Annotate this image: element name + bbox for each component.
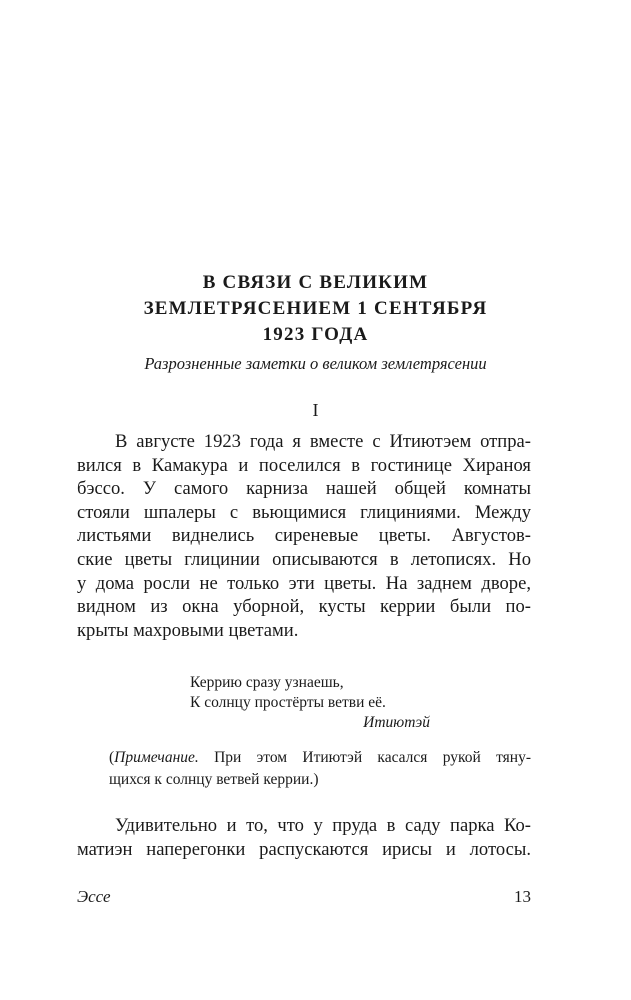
text-line: крыты махровыми цветами. — [77, 619, 299, 641]
title-line: ЗЕМЛЕТРЯСЕНИЕМ 1 СЕНТЯБРЯ — [143, 298, 488, 319]
note-line: щихся к солнцу ветвей керрии.) — [109, 771, 319, 788]
paragraph — [77, 814, 531, 861]
paragraph — [77, 430, 531, 642]
text-line: стояли шпалеры с вьющимися глициниями. Между — [77, 501, 531, 523]
poem-line: К солнцу простёрты ветви её. — [190, 694, 386, 711]
section-number: I — [312, 400, 319, 420]
text-line: бэссо. У самого карниза нашей общей комнаты — [77, 478, 531, 500]
essay-title — [0, 270, 631, 348]
note-label: Примечание. — [114, 749, 199, 766]
text-line: видном из окна уборной, кусты керрии были по- — [77, 596, 531, 618]
running-footer-section: Эссе — [77, 887, 111, 906]
note-text: При этом Итиютэй касался рукой тяну- — [198, 749, 531, 766]
page-number: 13 — [514, 887, 531, 906]
text-line: листьями виднелись сиреневые цветы. Августов- — [77, 525, 531, 547]
text-line: у дома росли не только эти цветы. На заднем дворе, — [77, 572, 531, 594]
text-line: Удивительно и то, что у пруда в саду парка Ко- — [115, 815, 531, 836]
text-line: ские цветы глицинии описываются в летописях. Но — [77, 548, 531, 570]
note-line: (Примечание. При этом Итиютэй касался рукой тяну- — [109, 749, 531, 766]
title-line: 1923 ГОДА — [262, 324, 369, 345]
text-line: матиэн наперегонки распускаются ирисы и лотосы. — [77, 838, 531, 860]
text-line: вился в Камакура и поселился в гостинице Хираноя — [77, 454, 531, 476]
essay-subtitle: Разрозненные заметки о великом землетрясении — [144, 354, 487, 373]
poem-line: Керрию сразу узнаешь, — [190, 674, 344, 691]
poem-author: Итиютэй — [363, 714, 430, 731]
footnote — [109, 747, 531, 791]
title-line: В СВЯЗИ С ВЕЛИКИМ — [202, 272, 429, 293]
poem — [190, 673, 430, 733]
text-line: В августе 1923 года я вместе с Итиютэем отпра- — [115, 431, 531, 452]
